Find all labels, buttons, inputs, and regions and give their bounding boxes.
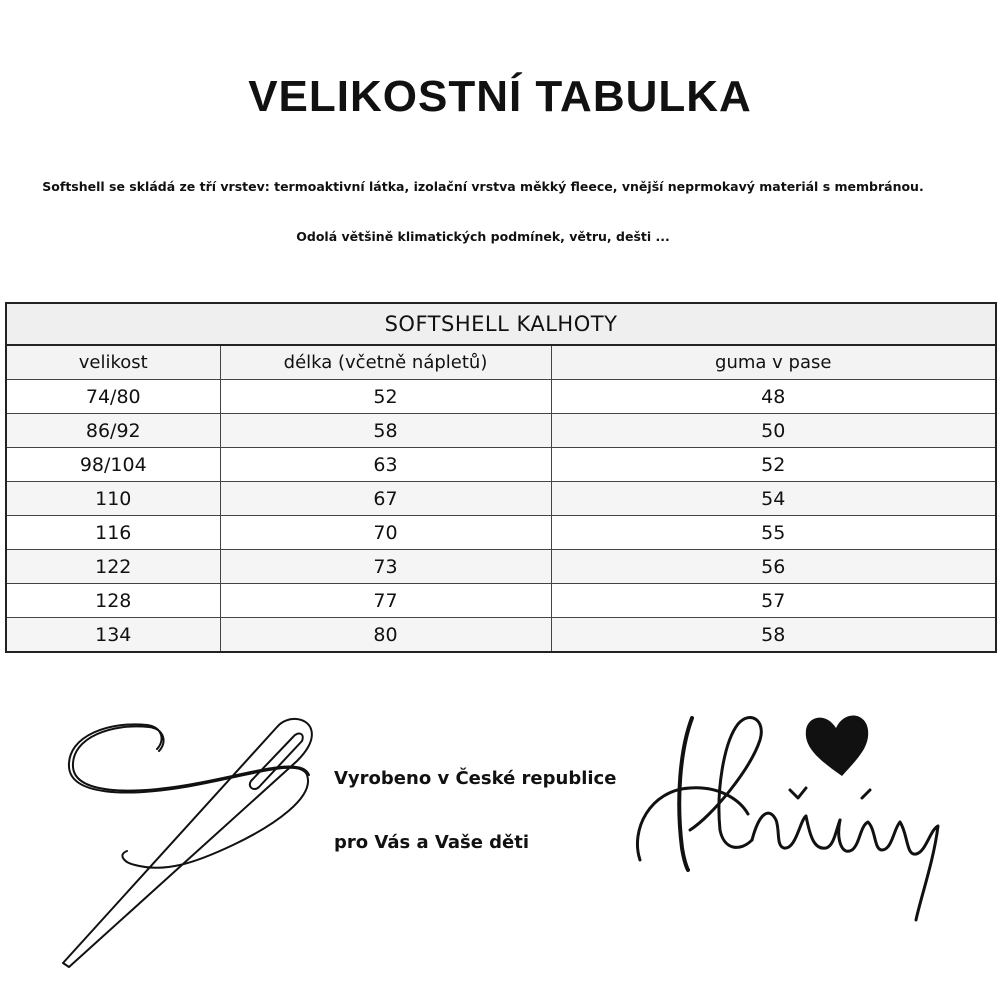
cell-waist: 50 [551, 414, 996, 448]
made-in-text: Vyrobeno v České republice [334, 768, 617, 789]
cell-size: 116 [6, 516, 220, 550]
cell-size: 128 [6, 584, 220, 618]
table-row [6, 482, 996, 516]
needle-thread-icon [55, 705, 325, 970]
cell-length: 80 [220, 618, 551, 653]
cell-length: 52 [220, 380, 551, 414]
table-row [6, 448, 996, 482]
table-row [6, 516, 996, 550]
cell-waist: 48 [551, 380, 996, 414]
cell-waist: 55 [551, 516, 996, 550]
cell-length: 67 [220, 482, 551, 516]
cell-size: 98/104 [6, 448, 220, 482]
cell-length: 63 [220, 448, 551, 482]
cell-size: 110 [6, 482, 220, 516]
cell-length: 73 [220, 550, 551, 584]
page-title: VELIKOSTNÍ TABULKA [248, 72, 752, 121]
description-text-2: Odolá většině klimatických podmínek, větru, dešti ... [296, 229, 670, 244]
cell-waist: 54 [551, 482, 996, 516]
table-row [6, 380, 996, 414]
column-header-size: velikost [6, 345, 220, 380]
size-table [5, 302, 997, 653]
column-header-length: délka (včetně nápletů) [220, 345, 551, 380]
cell-size: 122 [6, 550, 220, 584]
heart-icon [806, 715, 868, 776]
for-you-text: pro Vás a Vaše děti [334, 832, 530, 853]
cell-size: 86/92 [6, 414, 220, 448]
cell-waist: 57 [551, 584, 996, 618]
brand-logo [620, 680, 960, 940]
cell-size: 134 [6, 618, 220, 653]
table-caption: SOFTSHELL KALHOTY [6, 303, 996, 345]
cell-length: 70 [220, 516, 551, 550]
table-row [6, 584, 996, 618]
cell-waist: 52 [551, 448, 996, 482]
cell-waist: 56 [551, 550, 996, 584]
column-header-waist: guma v pase [551, 345, 996, 380]
cell-length: 77 [220, 584, 551, 618]
cell-length: 58 [220, 414, 551, 448]
table-row [6, 618, 996, 653]
cell-size: 74/80 [6, 380, 220, 414]
cell-waist: 58 [551, 618, 996, 653]
table-row [6, 414, 996, 448]
table-row [6, 550, 996, 584]
description-text: Softshell se skládá ze tří vrstev: termoaktivní látka, izolační vrstva měkký fleece, vnější neprmokavý materiál s membránou. [42, 179, 924, 194]
